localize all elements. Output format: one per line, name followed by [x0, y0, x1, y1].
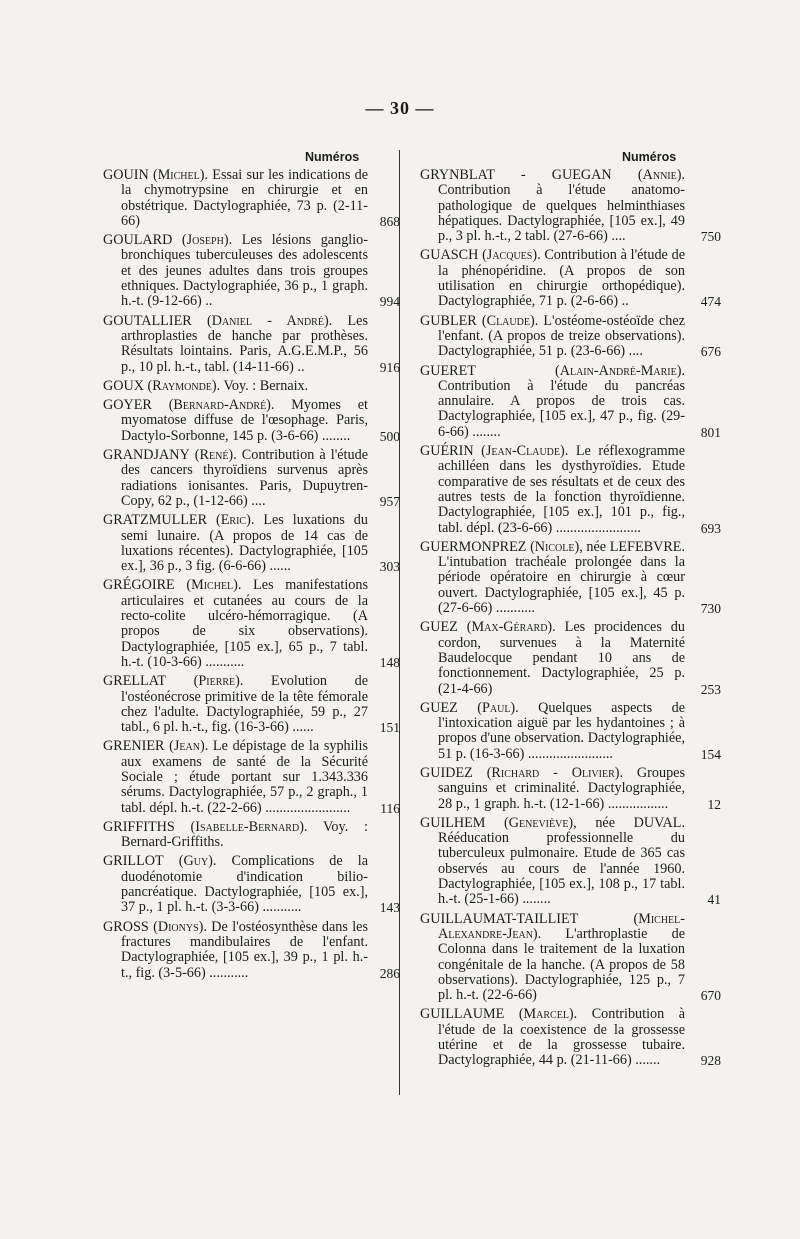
- entry-given-names: (Eric): [207, 512, 251, 529]
- entry-given-names: (René): [189, 447, 234, 464]
- column-divider: [399, 150, 400, 1095]
- index-entry: [420, 167, 721, 245]
- entry-given-names: (Joseph): [172, 232, 229, 249]
- entry-number: 253: [700, 681, 721, 697]
- entry-author-name: GRELLAT: [103, 673, 167, 690]
- entry-given-names: (Raymonde): [143, 377, 217, 394]
- index-entry: [420, 619, 721, 697]
- entry-author-name: GUEZ: [420, 699, 458, 716]
- entry-description: . Contribution à l'étude anatomo-pathologique de quelques helminthiases hépatiques. Dactylographiée, [105 ex.], 49 p., 3 pl. h.-t., 2 tabl. (27-6-66) ....: [438, 167, 686, 245]
- entry-author-name: GOUX: [103, 377, 144, 394]
- index-entry: [420, 362, 721, 440]
- entry-given-names: (Pierre): [166, 673, 240, 690]
- entry-given-names: (Guy): [163, 853, 213, 870]
- entry-number: 500: [379, 428, 400, 444]
- entry-author-name: GUEZ: [420, 619, 458, 636]
- entry-given-names: (Jacques): [478, 247, 538, 264]
- column-header-left: Numéros: [305, 150, 360, 164]
- entry-number: 994: [379, 294, 400, 310]
- entry-given-names: (Marcel): [504, 1006, 574, 1023]
- entry-description: . L'arthroplastie de Colonna dans le traitement de la luxation congénitale de la hanche. (A propos de 58 observations). Dactylographiée, 125 p., 7 pl. h.-t. (22-6-66): [438, 925, 685, 1004]
- entry-author-name: GUASCH: [420, 247, 479, 264]
- index-entry: [420, 247, 721, 310]
- index-entry: [420, 910, 721, 1004]
- entry-author-name: GUILLAUME: [420, 1006, 505, 1023]
- index-entry: [420, 1006, 721, 1069]
- entry-author-name: GOYER: [103, 397, 152, 414]
- entry-description: . Le réflexogramme achilléen dans les dysthyroïdies. Etude comparative de ses résultats et de ceux des autres tests de la fonction thyroïdienne. Dactylographiée, [105 ex.], 101 p., fig., tabl. dépl. (23-6-66) ........................: [438, 443, 685, 536]
- index-entry: [103, 820, 368, 851]
- entry-author-name: GUBLER: [420, 312, 477, 329]
- index-entry: [103, 738, 400, 816]
- entry-number: 41: [707, 892, 721, 908]
- entry-given-names: (Michel-Alexandre-Jean): [438, 910, 685, 942]
- entry-description: . Contribution à l'étude de la coexistence de la grossesse utérine et de la grossesse tubaire. Dactylographiée, 44 p. (21-11-66) .......: [438, 1006, 685, 1069]
- index-entry: [103, 577, 400, 670]
- index-entry: [420, 699, 721, 762]
- index-entry: [103, 853, 400, 916]
- entry-description: . Voy. : Bernard-Griffiths.: [121, 818, 368, 851]
- page-number: — 30 —: [365, 98, 435, 118]
- entry-given-names: (Jean): [164, 738, 205, 755]
- entry-author-name: GUERET: [420, 362, 476, 379]
- entry-number: 154: [700, 746, 721, 762]
- entry-description: , née LEFEBVRE. L'intubation trachéale prolongée dans la période opératoire en chirurgie à cœur ouvert. Dactylographiée, [105 ex.], 45 p. (27-6-66) ...........: [438, 538, 685, 617]
- entry-given-names: (Michel): [148, 167, 205, 183]
- right-column: [420, 150, 721, 1073]
- index-entry: [420, 443, 721, 536]
- entry-number: 916: [379, 359, 400, 375]
- entry-number: 693: [700, 520, 721, 536]
- entry-description: . De l'ostéosynthèse dans les fractures mandibulaires de l'enfant. Dactylographiée, [105 ex.], 39 p., 1 pl. h.-t., fig. (3-5-66) ...........: [121, 918, 368, 981]
- entry-number: 148: [379, 654, 400, 670]
- entry-description: . Les manifestations articulaires et cutanées au cours de la recto-colite ulcéro-hémorragique. (A propos de six observations). Dactylographiée, [105 ex.], 65 p., 7 tabl. h.-t. (10-3-66) ...........: [121, 577, 368, 670]
- entry-description: . L'ostéome-ostéoïde chez l'enfant. (A propos de treize observations). Dactylographiée, 51 p. (23-6-66) ....: [438, 312, 685, 360]
- index-entry: [103, 167, 400, 229]
- entry-author-name: GUÉRIN: [420, 443, 474, 460]
- entry-given-names: (Isabelle-Bernard): [174, 818, 304, 835]
- entry-given-names: (Max-Gérard): [457, 619, 553, 636]
- entry-number: 474: [700, 294, 721, 310]
- entry-number: 928: [700, 1053, 721, 1069]
- entry-description: . Groupes sanguins et criminalité. Dactylographiée, 28 p., 1 graph. h.-t. (12-1-66) .................: [438, 764, 685, 812]
- index-entry: [420, 538, 721, 617]
- entry-number: 286: [379, 965, 400, 981]
- entry-given-names: (Geneviève): [485, 814, 574, 831]
- entry-author-name: GROSS: [103, 918, 149, 935]
- entry-number: 801: [700, 424, 721, 440]
- entry-number: 670: [700, 988, 721, 1004]
- entry-author-name: GRANDJANY: [103, 447, 190, 464]
- entry-description: , née DUVAL. Rééducation professionnelle du tuberculeux pulmonaire. Etude de 365 cas observés au cours de l'année 1960. Dactylographiée, [105 ex.], 108 p., 17 tabl. h.-t. (25-1-66) ........: [438, 814, 686, 908]
- entry-number: 12: [707, 796, 721, 812]
- entry-description: . Contribution à l'étude du pancréas annulaire. A propos de trois cas. Dactylographiée, [105 ex.], 47 p., fig. (29-6-66) ........: [438, 362, 685, 440]
- entry-author-name: GUERMONPREZ: [420, 538, 527, 555]
- entry-author-name: GOUIN: [103, 167, 149, 183]
- entry-description: . Essai sur les indications de la chymotrypsine en chirurgie et en obstétrique. Dactylographiée, 73 p. (2-11-66): [121, 167, 368, 229]
- entry-author-name: GUILHEM: [420, 814, 486, 831]
- index-entry: [420, 312, 721, 360]
- entry-description: . Les arthroplasties de hanche par prothèses. Résultats lointains. Paris, A.G.E.M.P., 56 p., 10 pl. h.-t., tabl. (14-11-66) ..: [121, 312, 368, 375]
- index-entry: [103, 447, 400, 509]
- entry-author-name: GOUTALLIER: [103, 312, 192, 329]
- entry-given-names: (Dionys): [148, 918, 204, 935]
- entry-given-names: (Alain-André-Marie): [475, 362, 682, 379]
- entry-given-names: (Paul): [457, 699, 516, 716]
- index-entry: [103, 232, 400, 310]
- entry-given-names: (Jean-Claude): [473, 443, 565, 460]
- entry-given-names: (Claude): [476, 312, 535, 329]
- entry-given-names: (Bernard-André): [151, 397, 271, 414]
- entry-description: . Voy. : Bernaix.: [216, 377, 309, 394]
- entry-author-name: GUILLAUMAT-TAILLIET: [420, 910, 579, 927]
- entry-description: . Evolution de l'ostéonécrose primitive de la tête fémorale chez l'adulte. Dactylographiée, 59 p., 27 tabl., 6 pl. h.-t., fig. (16-3-66) ......: [121, 673, 368, 736]
- index-entry: [103, 397, 400, 444]
- entry-number: 750: [700, 229, 721, 245]
- entry-number: 957: [379, 493, 400, 509]
- index-entry: [420, 814, 721, 908]
- entry-author-name: GRATZMULLER: [103, 512, 208, 529]
- entry-number: 676: [700, 344, 721, 360]
- entry-number: 730: [700, 601, 721, 617]
- entry-author-name: GRÉGOIRE: [103, 577, 175, 594]
- entry-author-name: GRIFFITHS: [103, 818, 175, 835]
- entry-description: . Contribution à l'étude de la phénopéridine. (A propos de son utilisation en chirurgie orthopédique). Dactylographiée, 71 p. (2-6-66) ..: [438, 247, 685, 310]
- entry-number: 143: [379, 900, 400, 916]
- entry-description: . Complications de la duodénotomie d'indication bilio-pancréatique. Dactylographiée, [105 ex.], 37 p., 1 pl. h.-t. (3-3-66) ...........: [121, 853, 368, 916]
- entry-number: 868: [379, 213, 400, 229]
- entry-number: 116: [380, 800, 400, 816]
- entry-author-name: GRILLOT: [103, 853, 164, 870]
- entry-given-names: (Annie): [611, 167, 682, 183]
- entry-author-name: GOULARD: [103, 232, 173, 249]
- entry-given-names: (Richard - Olivier): [472, 764, 620, 781]
- entry-description: . Les procidences du cordon, survenues à la Maternité Baudelocque pendant 10 ans de fonctionnement. Dactylographiée, 25 p. (21-4-66): [438, 619, 685, 697]
- index-entry: [103, 512, 400, 575]
- entry-description: . Quelques aspects de l'intoxication aiguë par les hydantoines ; à propos d'une observation. Dactylographiée, 51 p. (16-3-66) ........................: [438, 699, 685, 762]
- entry-description: . Contribution à l'étude des cancers thyroïdiens survenus après radiations ionisantes. Paris, Dupuytren-Copy, 62 p., (1-12-66) ....: [121, 447, 368, 509]
- entry-author-name: GRENIER: [103, 738, 165, 755]
- index-entry: [103, 312, 400, 375]
- entry-author-name: GUIDEZ: [420, 764, 473, 781]
- entry-description: . Les lésions ganglio-bronchiques tuberculeuses des adolescents et des jeunes adultes dans trois groupes ethniques. Dactylographiée, 36 p., 1 graph. h.-t. (9-12-66) ..: [121, 232, 368, 310]
- left-column: [103, 150, 400, 985]
- index-entry: [103, 673, 400, 736]
- index-entry: [420, 764, 721, 812]
- entry-given-names: (Nicole): [526, 538, 580, 555]
- entry-description: . Les luxations du semi lunaire. (A propos de 14 cas de luxations récentes). Dactylographiée, [105 ex.], 36 p., 3 fig. (6-6-66) ......: [121, 512, 368, 575]
- entry-given-names: (Daniel - André): [191, 312, 329, 329]
- entry-description: . Myomes et myomatose diffuse de l'œsophage. Paris, Dactylo-Sorbonne, 145 p. (3-6-66) ........: [121, 397, 368, 444]
- entry-description: . Le dépistage de la syphilis aux examens de santé de la Sécurité Sociale ; étude portant sur 1.343.336 sérums. Dactylographiée, 57 p., 2 graph., 1 tabl. dépl. h.-t. (22-2-66) ........................: [121, 738, 368, 816]
- entry-given-names: (Michel): [174, 577, 238, 594]
- entry-author-name: GRYNBLAT - GUEGAN: [420, 167, 612, 183]
- entry-number: 151: [379, 720, 400, 736]
- index-entry: [103, 918, 400, 981]
- entry-number: 303: [379, 559, 400, 575]
- column-header-right: Numéros: [622, 150, 677, 164]
- index-entry: [103, 379, 368, 394]
